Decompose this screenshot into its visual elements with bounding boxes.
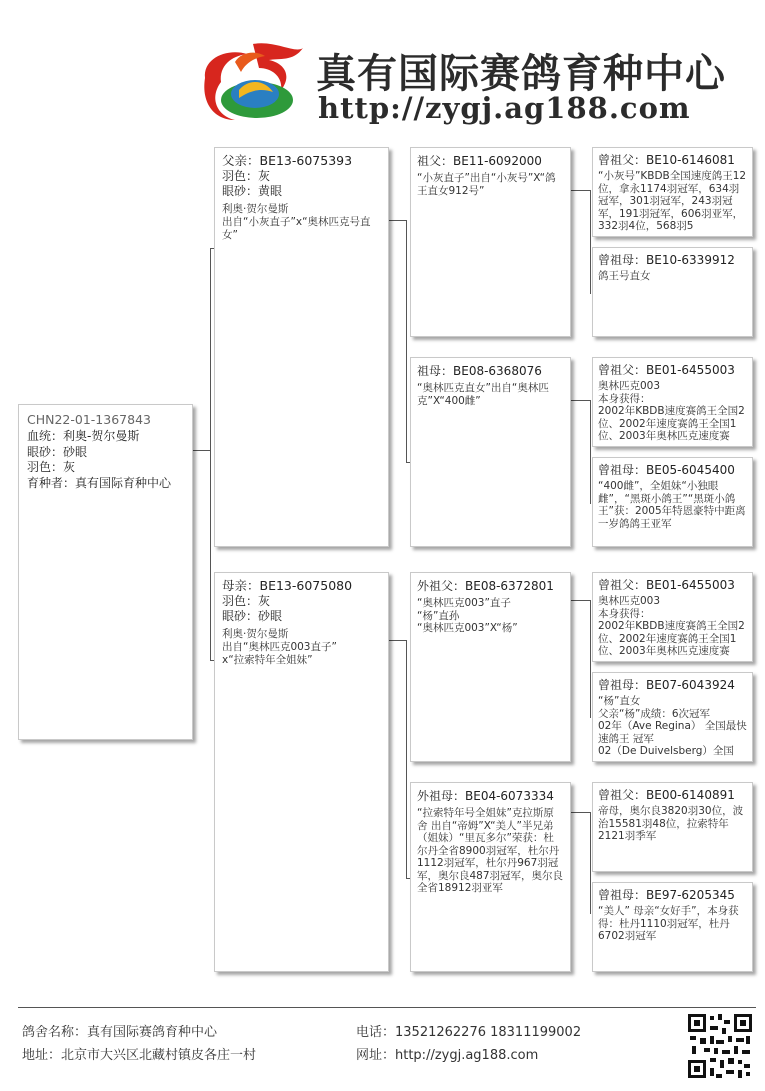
dam-dam-ring: 外祖母：BE04-6073334 xyxy=(417,789,554,803)
sire-dam-note: “奥林匹克直女”出自“奥林匹克”X“400雌” xyxy=(417,382,549,407)
dam-sire-note: “奥林匹克003”X“杨” xyxy=(417,622,518,634)
dam-color: 羽色：灰 xyxy=(222,594,271,608)
great-grandparent-note: 02（De Duivelsberg）全国 xyxy=(598,745,734,757)
sire-color: 羽色：灰 xyxy=(222,169,271,183)
header-title: 真有国际赛鸽育种中心 xyxy=(316,51,726,97)
great-grandparent-card xyxy=(592,782,753,872)
qr-code xyxy=(686,1012,754,1080)
connector-g2 xyxy=(571,400,591,401)
connector-subject xyxy=(193,450,211,451)
subject-line: 育种者：真有国际育种中心 xyxy=(27,475,172,490)
great-grandparent-card xyxy=(592,147,753,237)
dam-sire-note: “杨”直孙 xyxy=(417,609,460,622)
great-grandparent-card xyxy=(592,247,753,337)
subject-line: 血统：利奥-贺尔曼斯 xyxy=(27,429,140,443)
great-grandparent-note: 02年（Ave Regina） 全国最快速鸽王 冠军 xyxy=(598,720,747,745)
dam-ring: 母亲：BE13-6075080 xyxy=(222,578,353,593)
sire-eye: 眼砂：黄眼 xyxy=(222,184,283,198)
sire-sire-ring: 祖父：BE11-6092000 xyxy=(417,154,542,168)
sire-ring: 父亲：BE13-6075393 xyxy=(222,153,353,168)
connector-g2-vert xyxy=(590,400,591,504)
great-grandparent-note: 2002年KBDB速度赛鸽王全国2位、2002年速度赛鸽王全国1位、2003年奥林匹克速度赛 xyxy=(598,405,745,442)
great-grandparent-ring: 曾祖父：BE00-6140891 xyxy=(598,788,735,802)
connector-g4 xyxy=(571,812,591,813)
connector-dam-out xyxy=(389,640,407,641)
connector-subject-vert xyxy=(210,248,211,660)
dam-sire-ring: 外祖父：BE08-6372801 xyxy=(417,579,554,593)
sire-sire-note: “小灰直子”出自“小灰号”X“鸽王直女912号” xyxy=(417,172,556,197)
great-grandparent-card xyxy=(592,572,753,662)
dam-sire-note: “奥林匹克003”直子 xyxy=(417,597,511,609)
connector-g1-vert xyxy=(590,190,591,294)
dam-sire-card xyxy=(410,572,571,762)
connector-sire-vert xyxy=(406,220,407,462)
dam-eye: 眼砂：砂眼 xyxy=(222,609,283,623)
connector-sire-out xyxy=(389,220,407,221)
sire-note: 利奥·贺尔曼斯 xyxy=(222,203,289,215)
connector-g1 xyxy=(571,190,591,191)
dam-note: 出自“奥林匹克003直子” xyxy=(222,641,337,653)
great-grandparent-ring: 曾祖母：BE97-6205345 xyxy=(598,888,735,902)
great-grandparent-note: 2002年KBDB速度赛鸽王全国2位、2002年速度赛鸽王全国1位、2003年奥林匹克速度赛 xyxy=(598,620,745,657)
connector-g4-vert xyxy=(590,812,591,914)
great-grandparent-ring: 曾祖母：BE07-6043924 xyxy=(598,678,735,692)
great-grandparent-note: “美人” 母亲“女好手”，本身获得：杜丹1110羽冠军，杜丹6702羽冠军 xyxy=(598,905,739,942)
header-url: http://zygj.ag188.com xyxy=(318,91,691,125)
great-grandparent-note: “杨”直女 xyxy=(598,695,641,707)
great-grandparent-note: 本身获得： xyxy=(598,392,651,405)
footer-address: 地址：北京市大兴区北藏村镇皮各庄一村 xyxy=(22,1048,257,1063)
subject-card xyxy=(18,404,193,740)
great-grandparent-card xyxy=(592,357,753,447)
sire-note: 出自“小灰直子”x“奥林匹克号直女” xyxy=(222,216,371,241)
dam-card xyxy=(214,572,389,972)
great-grandparent-ring: 曾祖父：BE01-6455003 xyxy=(598,578,735,592)
great-grandparent-card xyxy=(592,457,753,547)
sire-dam-card xyxy=(410,357,571,547)
great-grandparent-ring: 曾祖父：BE10-6146081 xyxy=(598,153,735,167)
great-grandparent-ring: 曾祖母：BE05-6045400 xyxy=(598,463,735,477)
dam-dam-note: “拉索特年号全姐妹”克拉斯原舍 出自“帝姆”X“美人”半兄弟（姐妹）“里瓦多尔”荣获：杜尔丹全省8900羽冠军，杜尔丹1112羽冠军，杜尔丹967羽冠军，奥尔良487羽冠军，奥尔良全省18912羽亚军 xyxy=(417,807,564,894)
footer-divider xyxy=(18,1007,756,1008)
sire-card xyxy=(214,147,389,547)
connector-dam-vert xyxy=(406,640,407,878)
logo xyxy=(195,38,310,123)
dam-dam-card xyxy=(410,782,571,972)
great-grandparent-card xyxy=(592,882,753,972)
footer-website: 网址：http://zygj.ag188.com xyxy=(356,1048,539,1063)
sire-dam-ring: 祖母：BE08-6368076 xyxy=(417,364,542,378)
great-grandparent-note: 本身获得： xyxy=(598,607,651,620)
subject-line: 羽色：灰 xyxy=(27,460,76,474)
sire-sire-card xyxy=(410,147,571,337)
great-grandparent-note: “小灰号”KBDB全国速度鸽王12位，拿永1174羽冠军，634羽冠军，301羽冠军，243羽冠军，191羽冠军，606羽亚军，332羽4位，568羽5 xyxy=(598,170,747,232)
great-grandparent-note: 奥林匹克003 xyxy=(598,380,661,392)
dam-note: x“拉索特年全姐妹” xyxy=(222,654,313,666)
connector-g3 xyxy=(571,600,591,601)
great-grandparent-note: 鸽王号直女 xyxy=(598,270,651,282)
great-grandparent-note: 奥林匹克003 xyxy=(598,595,661,607)
great-grandparent-card xyxy=(592,672,753,762)
footer-phone: 电话：13521262276 18311199002 xyxy=(356,1025,582,1040)
connector-g3-vert xyxy=(590,600,591,718)
great-grandparent-ring: 曾祖母：BE10-6339912 xyxy=(598,253,735,267)
subject-ring: CHN22-01-1367843 xyxy=(27,412,151,427)
dam-note: 利奥·贺尔曼斯 xyxy=(222,628,289,640)
great-grandparent-note: 父亲“杨”成绩：6次冠军 xyxy=(598,707,711,720)
great-grandparent-note: “400雌”，全姐妹“小独眼雌”，“黑斑小鸽王”“黑斑小鸽王”获：2005年特恩豪特中距离一岁鸽鸽王亚军 xyxy=(598,480,746,530)
subject-line: 眼砂：砂眼 xyxy=(27,444,88,459)
footer-loft-name: 鸽舍名称：真有国际赛鸽育种中心 xyxy=(22,1025,218,1040)
great-grandparent-note: 帝母，奥尔良3820羽30位，波治15581羽48位，拉索特年2121羽季军 xyxy=(598,805,744,842)
great-grandparent-ring: 曾祖父：BE01-6455003 xyxy=(598,363,735,377)
